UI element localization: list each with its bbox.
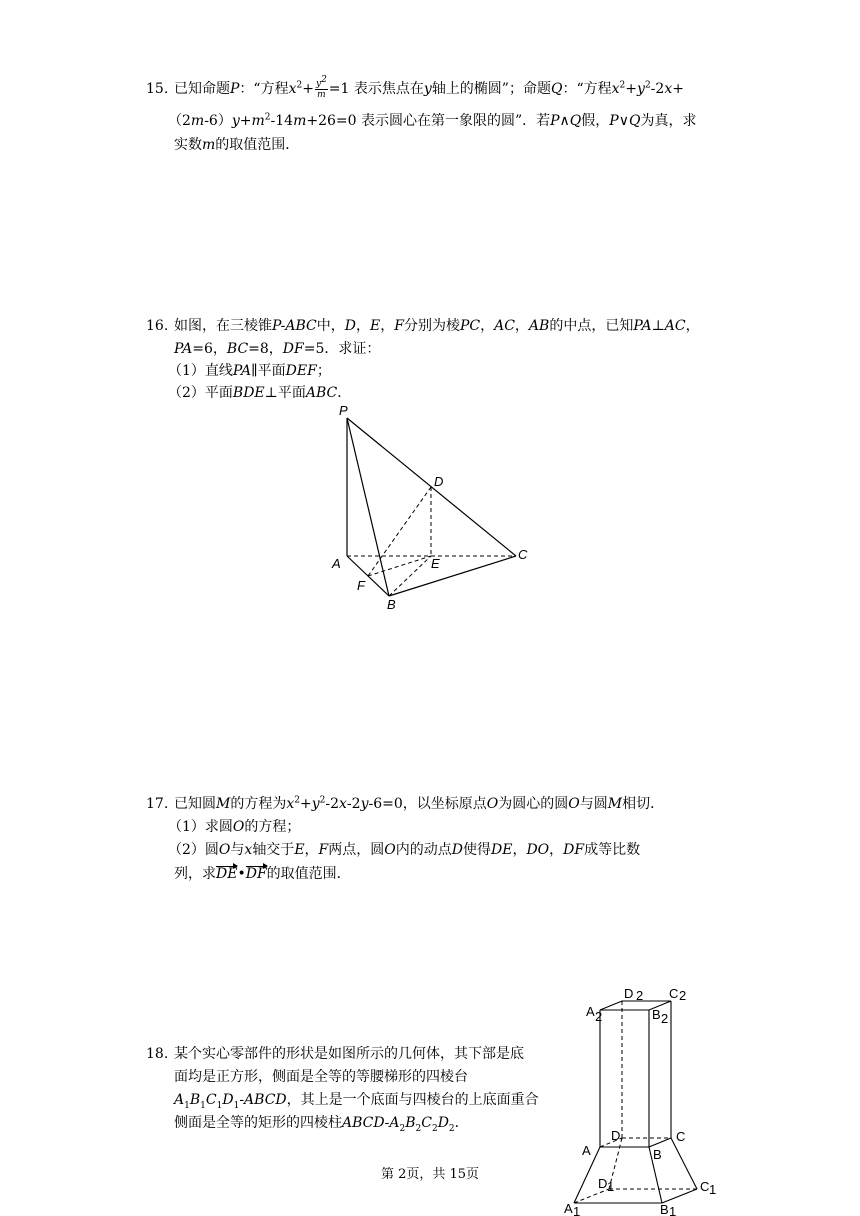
label-A: A — [332, 556, 341, 571]
label-A2: A — [586, 1004, 595, 1019]
svg-text:1: 1 — [709, 1182, 717, 1197]
label-D: D — [611, 1128, 621, 1143]
svg-text:1: 1 — [607, 1179, 615, 1194]
edge-B1C1 — [662, 1189, 697, 1203]
svg-text:2: 2 — [636, 988, 644, 1003]
label-C: C — [676, 1129, 686, 1144]
q15-line-3: 实数m的取值范围． — [174, 137, 300, 153]
q16-line-2: PA=6，BC=8，DF=5．求证： — [174, 341, 381, 357]
q18-line-1: 某个实心零部件的形状是如图所示的几何体，其下部是底 — [174, 1046, 524, 1062]
pyramid-figure — [320, 400, 535, 615]
svg-text:2: 2 — [679, 988, 687, 1003]
label-B2: B — [652, 1007, 661, 1022]
label-C1: C — [700, 1179, 710, 1194]
q16-line-3: （1）直线PA∥平面DEF； — [168, 363, 331, 379]
svg-text:2: 2 — [661, 1011, 669, 1026]
label-D: D — [434, 474, 444, 489]
q18-line-3: $A_1B_1C_1D_1$-ABCD，其上是一个底面与四棱台的上底面重合 — [174, 1092, 539, 1111]
label-F: F — [357, 578, 365, 593]
question-15 — [146, 74, 720, 157]
label-C2: C — [669, 986, 679, 1001]
question-16 — [146, 314, 720, 410]
q17-line-1: 已知圆M的方程为$x^2+y^2-2x-2y-6=0$，以坐标原点O为圆心的圆O与圆M相切． — [174, 795, 665, 812]
q17-line-3: （2）圆O与x轴交于E，F两点，圆O内的动点D使得DE，DO，DF成等比数 — [168, 842, 641, 858]
q17-line-4: 列，求DE•DF的取值范围． — [174, 866, 351, 882]
q17-line-2: （1）求圆O的方程； — [168, 819, 301, 835]
label-B1: B — [660, 1202, 669, 1216]
q16-line-1: 如图，在三棱锥P-ABC中，D，E，F分别为棱PC，AC，AB的中点，已知PA⊥AC， — [174, 318, 700, 334]
vector-DF: DF — [245, 866, 267, 882]
hidden-segment-DF — [368, 487, 431, 576]
edge-BC — [389, 556, 516, 596]
svg-text:1: 1 — [573, 1204, 581, 1216]
fraction-y2-over-m: $\frac{y^2}{m}$ — [315, 74, 327, 100]
page-footer: 第 2页，共 15页 — [380, 1167, 480, 1182]
svg-text:1: 1 — [669, 1204, 677, 1216]
question-number: 18. — [146, 1046, 169, 1062]
question-number: 17. — [146, 796, 169, 812]
q15-line-2: $(2m-6)y+m^2-14m+26=0$ 表示圆心在第一象限的圆”．若P∧Q假，P∨Q为真，求 — [168, 112, 697, 129]
svg-text:2: 2 — [595, 1009, 603, 1024]
q15-line-1: 已知命题P：“方程$x^2+$ $\frac{y^2}{m}$ =1 表示焦点在y轴上的椭圆”；命题Q：“方程$x^2+y^2-2x+$ — [174, 74, 684, 100]
edge-PB — [347, 418, 389, 596]
hidden-segment-FE — [368, 556, 431, 576]
label-B: B — [653, 1147, 662, 1162]
label-P: P — [339, 403, 348, 418]
label-A1: A — [564, 1201, 573, 1216]
question-number: 15. — [146, 81, 169, 97]
vector-DE: DE — [216, 866, 238, 882]
label-E: E — [431, 556, 440, 571]
label-D1: D — [598, 1176, 608, 1191]
q16-line-4: （2）平面BDE⊥平面ABC． — [168, 385, 352, 401]
edge-BC — [649, 1138, 671, 1147]
question-17 — [146, 792, 720, 888]
question-18 — [146, 1042, 556, 1138]
q18-line-4: 侧面是全等的矩形的四棱柱ABCD-$A_2B_2C_2D_2$． — [174, 1115, 469, 1134]
label-A: A — [582, 1143, 591, 1158]
label-C: C — [518, 547, 528, 562]
label-B: B — [387, 597, 396, 612]
question-number: 16. — [146, 318, 169, 334]
q18-line-2: 面均是正方形，侧面是全等的等腰梯形的四棱台 — [174, 1069, 468, 1085]
label-D2: D — [624, 986, 634, 1001]
